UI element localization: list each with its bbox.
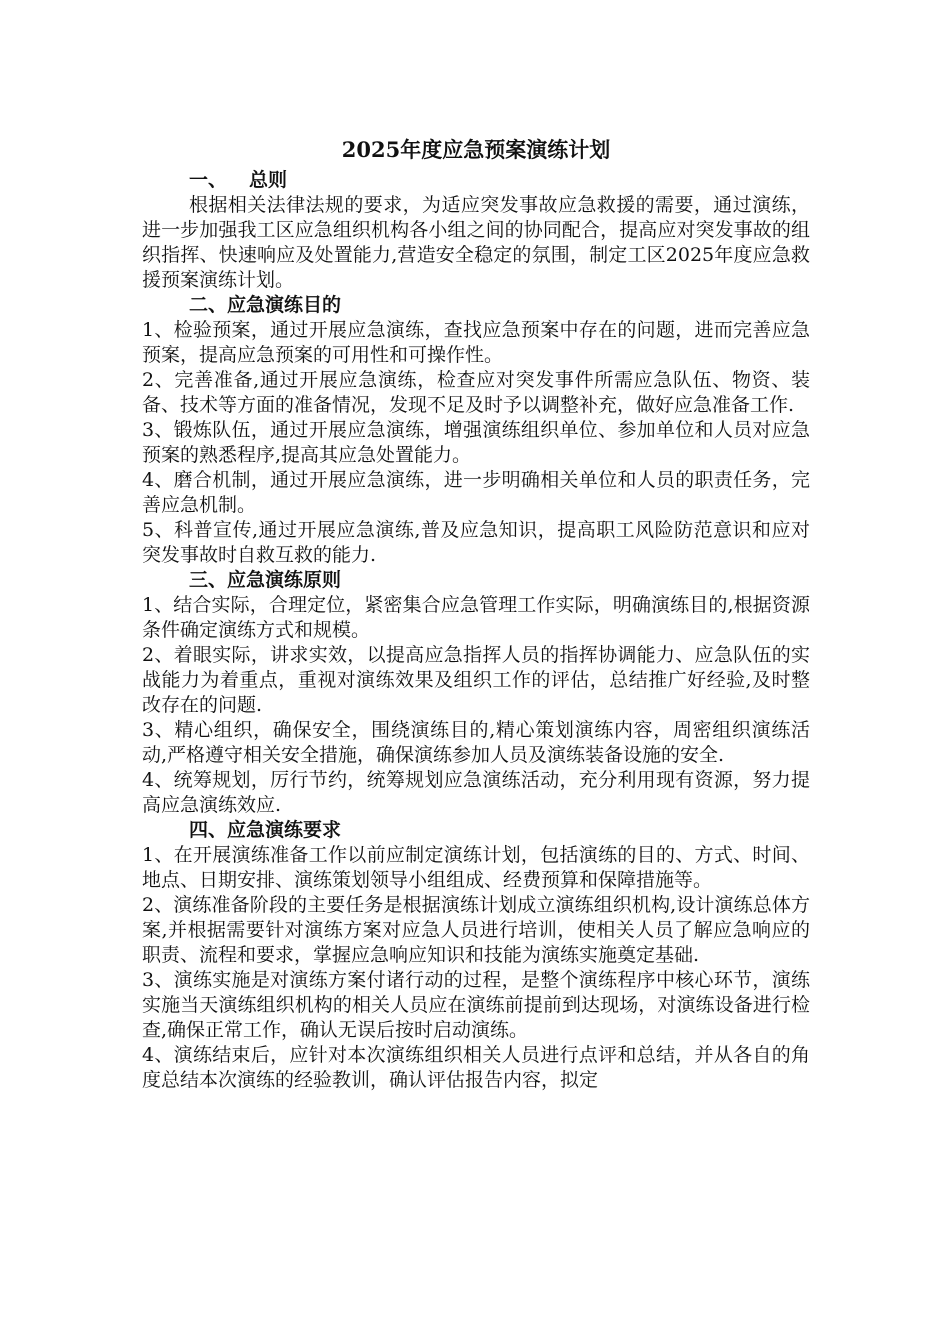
document-title: 2025年度应急预案演练计划 <box>341 137 611 162</box>
principle-item: 3、精心组织，确保安全，围绕演练目的,精心策划演练内容，周密组织演练活动,严格遵守相关安全措施，确保演练参加人员及演练装备设施的安全. <box>142 719 810 766</box>
requirement-item: 4、演练结束后，应针对本次演练组织相关人员进行点评和总结，并从各自的角度总结本次演练的经验教训，确认评估报告内容，拟定 <box>142 1044 810 1091</box>
requirement-item: 3、演练实施是对演练方案付诸行动的过程，是整个演练程序中核心环节，演练实施当天演练组织机构的相关人员应在演练前提前到达现场，对演练设备进行检查,确保正常工作，确认无误后按时启动演练。 <box>142 969 810 1041</box>
document-page <box>142 128 810 1093</box>
requirement-item: 2、演练准备阶段的主要任务是根据演练计划成立演练组织机构,设计演练总体方案,并根据需要针对演练方案对应急人员进行培训，使相关人员了解应急响应的职责、流程和要求，掌握应急响应知识和技能为演练实施奠定基础. <box>142 894 810 966</box>
purpose-item: 3、锻炼队伍，通过开展应急演练，增强演练组织单位、参加单位和人员对应急预案的熟悉程序,提高其应急处置能力。 <box>142 419 810 466</box>
section-heading-requirements: 四、应急演练要求 <box>189 819 342 841</box>
principle-item: 2、着眼实际，讲求实效，以提高应急指挥人员的指挥协调能力、应急队伍的实战能力为着重点，重视对演练效果及组织工作的评估，总结推广好经验,及时整改存在的问题. <box>142 644 810 716</box>
purpose-item: 2、完善准备,通过开展应急演练，检查应对突发事件所需应急队伍、物资、装备、技术等方面的准备情况，发现不足及时予以调整补充，做好应急准备工作. <box>142 369 810 416</box>
section-heading-purpose: 二、应急演练目的 <box>189 294 342 316</box>
purpose-item: 1、检验预案，通过开展应急演练，查找应急预案中存在的问题，进而完善应急预案，提高应急预案的可用性和可操作性。 <box>142 319 810 366</box>
purpose-item: 4、磨合机制，通过开展应急演练，进一步明确相关单位和人员的职责任务，完善应急机制。 <box>142 469 810 516</box>
requirement-item: 1、在开展演练准备工作以前应制定演练计划，包括演练的目的、方式、时间、地点、日期安排、演练策划领导小组组成、经费预算和保障措施等。 <box>142 844 810 891</box>
section-heading-general <box>142 168 810 193</box>
section-label: 总则 <box>249 169 288 191</box>
section-heading-principles: 三、应急演练原则 <box>189 569 342 591</box>
general-paragraph: 根据相关法律法规的要求，为适应突发事故应急救援的需要，通过演练，进一步加强我工区应急组织机构各小组之间的协同配合，提高应对突发事故的组织指挥、快速响应及处置能力,营造安全稳定的氛围，制定工区2025年度应急救援预案演练计划。 <box>142 194 810 291</box>
purpose-item: 5、科普宣传,通过开展应急演练,普及应急知识，提高职工风险防范意识和应对突发事故时自救互救的能力. <box>142 519 810 566</box>
section-number: 一、 <box>189 169 228 191</box>
principle-item: 4、统筹规划，厉行节约，统筹规划应急演练活动，充分利用现有资源，努力提高应急演练效应. <box>142 769 810 816</box>
principle-item: 1、结合实际，合理定位，紧密集合应急管理工作实际，明确演练目的,根据资源条件确定演练方式和规模。 <box>142 594 810 641</box>
